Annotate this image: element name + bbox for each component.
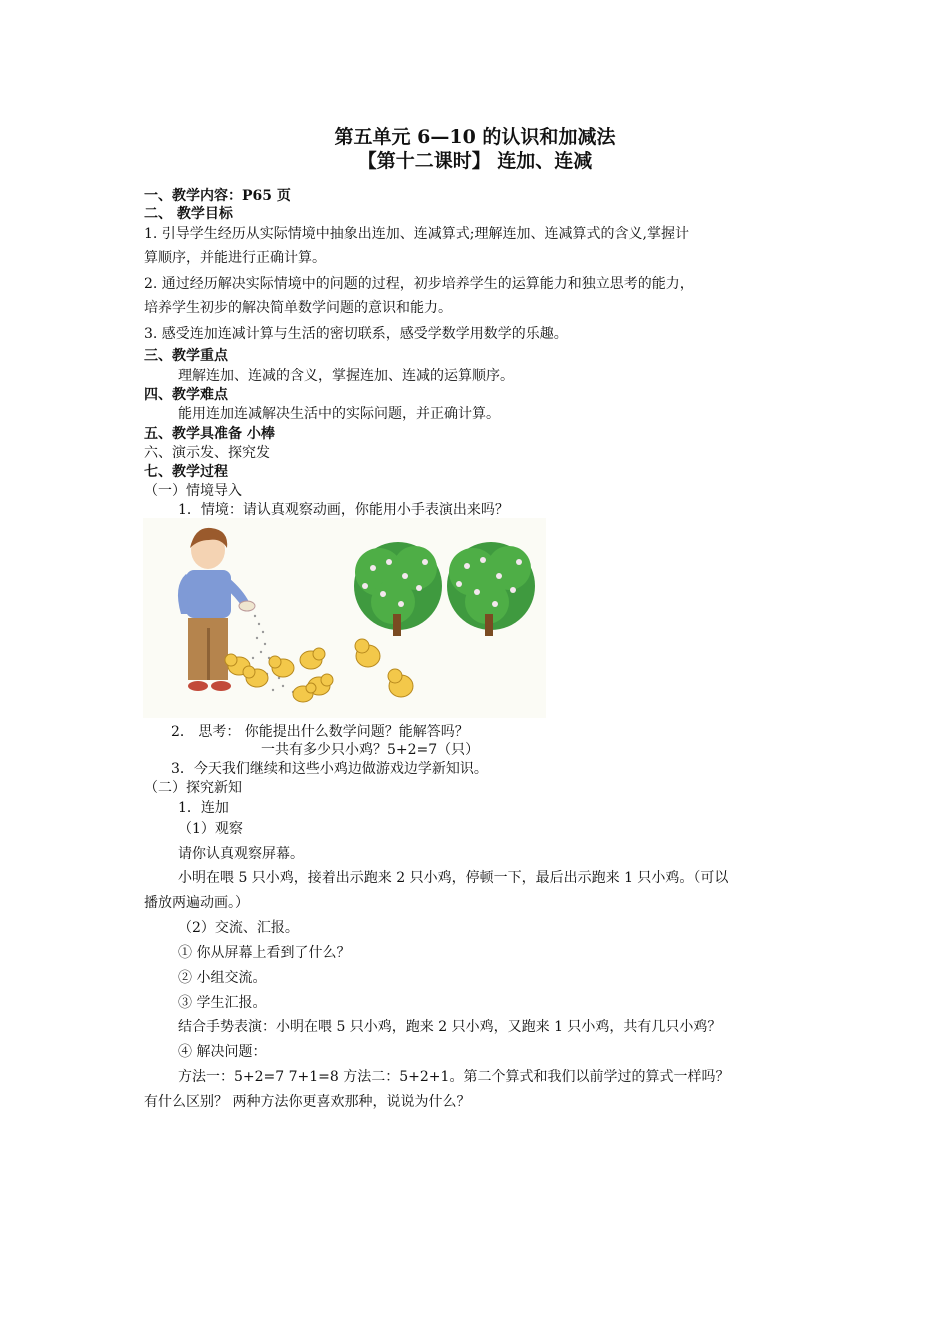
observe-text: 请你认真观察屏幕。 — [178, 846, 304, 862]
exchange-heading: （2）交流、汇报。 — [178, 920, 299, 936]
section-tools: 五、教学具准备 小棒 — [144, 426, 275, 442]
goal-3: 3. 感受连加连减计算与生活的密切联系，感受学数学用数学的乐趣。 — [144, 326, 568, 342]
section-methods: 六、演示发、探究发 — [144, 445, 270, 461]
section-key-text: 理解连加、连减的含义，掌握连加、连减的运算顺序。 — [178, 368, 514, 384]
question-2: ② 小组交流。 — [178, 970, 267, 986]
illustration-graphic — [143, 518, 546, 718]
document-title: 第五单元 6—10 的认识和加减法 — [334, 126, 616, 148]
intro-heading: （一）情境导入 — [144, 483, 242, 499]
illustration-boy-feeding-chicks — [143, 518, 546, 718]
section-process-heading: 七、教学过程 — [144, 464, 228, 480]
intro-1: 1．情境：请认真观察动画，你能用小手表演出来吗？ — [178, 502, 509, 518]
method-line-2: 有什么区别？ 两种方法你更喜欢那种，说说为什么？ — [144, 1094, 471, 1110]
section-difficult-text: 能用连加连减解决生活中的实际问题，并正确计算。 — [178, 406, 500, 422]
story-line-1: 小明在喂 5 只小鸡，接着出示跑来 2 只小鸡，停顿一下，最后出示跑来 1 只小鸡。（可以 — [178, 870, 729, 886]
intro-3: 3．今天我们继续和这些小鸡边做游戏边学新知识。 — [171, 761, 488, 777]
question-3: ③ 学生汇报。 — [178, 995, 267, 1011]
method-line-1: 方法一：5+2=7 7+1=8 方法二：5+2+1。第二个算式和我们以前学过的算式一样吗？ — [178, 1069, 730, 1085]
goal-1-line-2: 算顺序，并能进行正确计算。 — [144, 250, 326, 266]
explore-1: 1．连加 — [178, 800, 229, 816]
goal-1-line-1: 1. 引导学生经历从实际情境中抽象出连加、连减算式;理解连加、连减算式的含义,掌握计 — [144, 226, 689, 242]
gesture-text: 结合手势表演：小明在喂 5 只小鸡，跑来 2 只小鸡，又跑来 1 只小鸡，共有几只小鸡？ — [178, 1019, 722, 1035]
document-subtitle: 【第十二课时】 连加、连减 — [357, 150, 593, 172]
story-line-2: 播放两遍动画。） — [144, 895, 249, 911]
question-4: ④ 解决问题： — [178, 1044, 267, 1060]
section-goals-heading: 二、 教学目标 — [144, 206, 233, 222]
question-1: ① 你从屏幕上看到了什么？ — [178, 945, 351, 961]
section-content: 一、教学内容：P65 页 — [144, 188, 291, 204]
section-key-heading: 三、教学重点 — [144, 348, 228, 364]
explore-heading: （二）探究新知 — [144, 780, 242, 796]
intro-2: 2． 思考： 你能提出什么数学问题？能解答吗？ — [171, 724, 469, 740]
intro-2-answer: 一共有多少只小鸡？5+2=7（只） — [261, 742, 480, 758]
section-difficult-heading: 四、教学难点 — [144, 387, 228, 403]
goal-2-line-2: 培养学生初步的解决简单数学问题的意识和能力。 — [144, 300, 452, 316]
observe-heading: （1）观察 — [178, 821, 243, 837]
goal-2-line-1: 2. 通过经历解决实际情境中的问题的过程，初步培养学生的运算能力和独立思考的能力， — [144, 276, 694, 292]
